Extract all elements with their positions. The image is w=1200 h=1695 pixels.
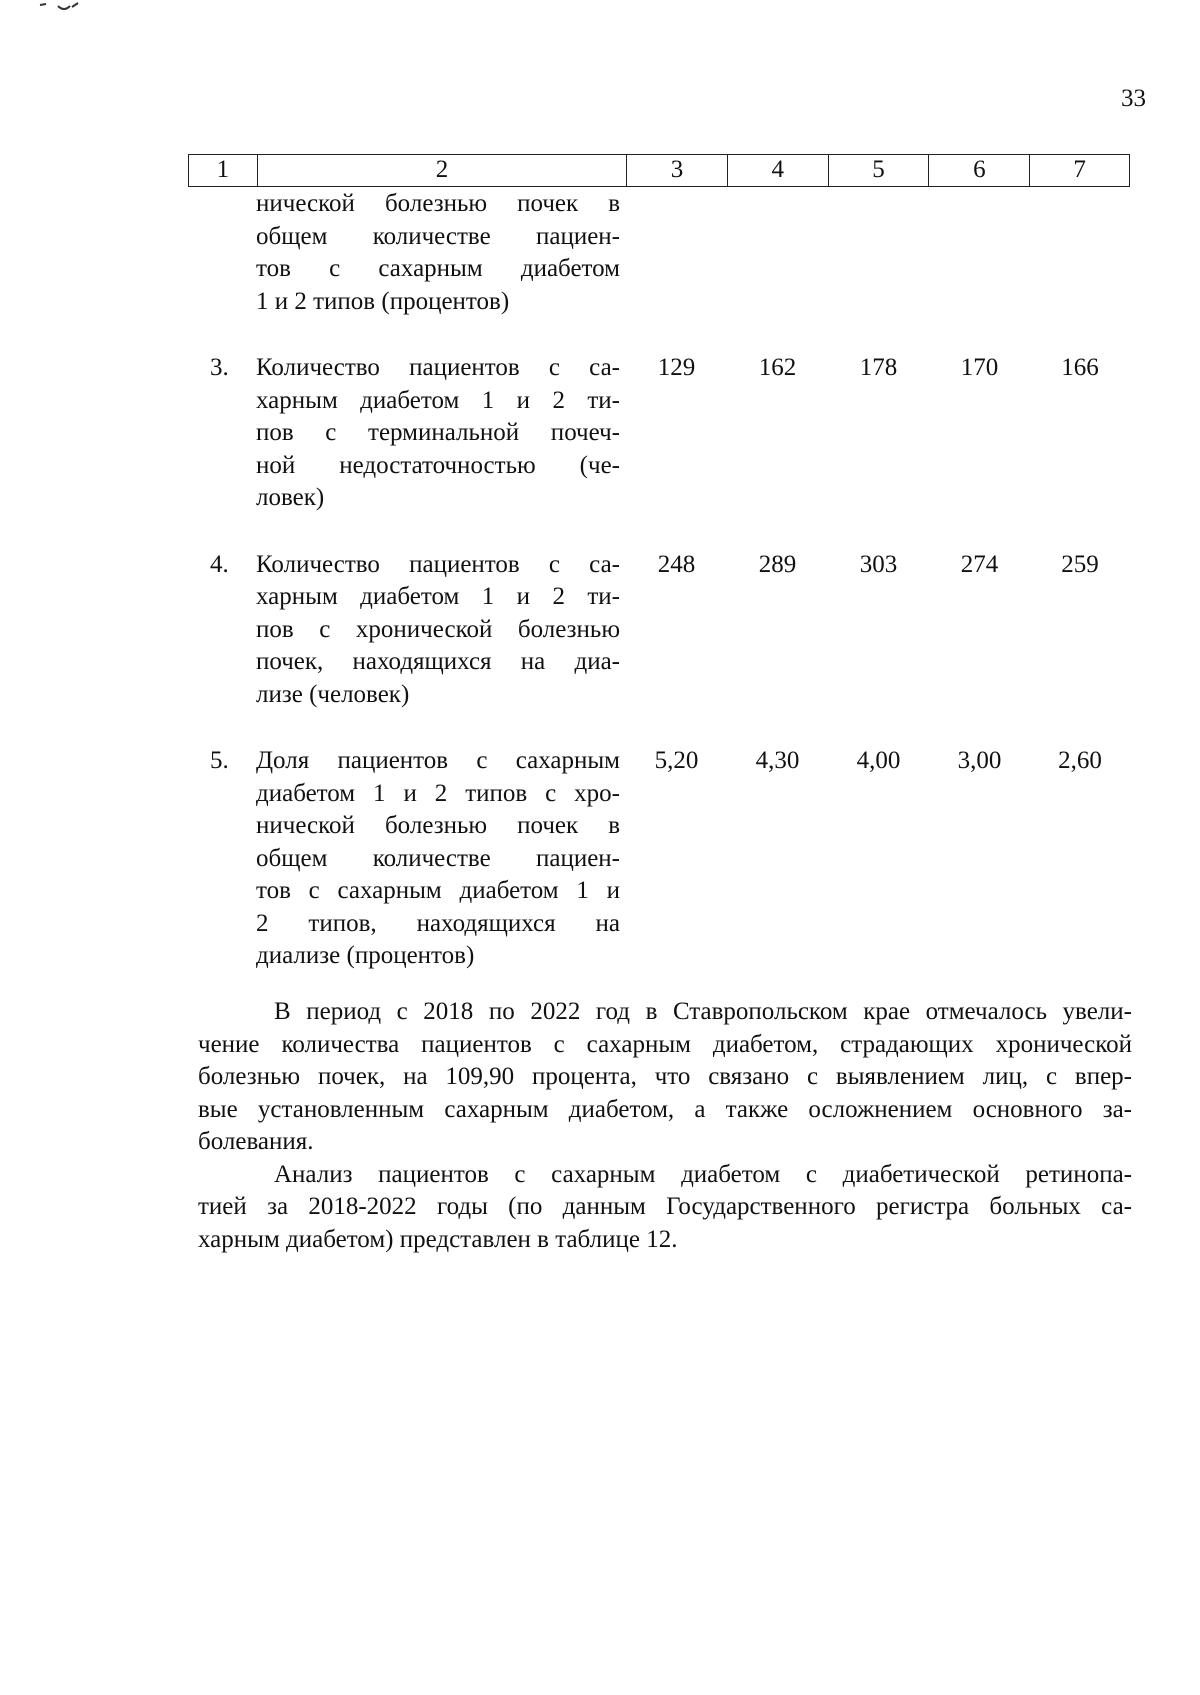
table-header-cell: 5 bbox=[828, 155, 929, 186]
table-row bbox=[188, 745, 1130, 973]
paragraph-line: харным диабетом) представлен в таблице 12. bbox=[198, 1225, 678, 1253]
table-header-row bbox=[188, 154, 1130, 187]
description-line: 2 типов, находящихся на bbox=[256, 909, 620, 937]
table-header-cell: 3 bbox=[626, 155, 727, 186]
cell-value: 2,60 bbox=[1058, 747, 1102, 774]
cell-value: 259 bbox=[1061, 550, 1099, 578]
paragraph-line: чение количества пациентов с сахарным диабетом, страдающих хронической bbox=[198, 1030, 1132, 1058]
description-line: нической болезнью почек в bbox=[256, 190, 620, 217]
description-line: почек, находящихся на диа- bbox=[256, 648, 620, 675]
row-description bbox=[256, 549, 626, 712]
paragraph bbox=[198, 996, 1132, 1159]
cell-value: 303 bbox=[859, 550, 898, 578]
paragraph-line: Анализ пациентов с сахарным диабетом с диабетической ретинопа- bbox=[274, 1160, 1132, 1188]
description-line: Доля пациентов с сахарным bbox=[256, 747, 620, 774]
table-header-cell: 1 bbox=[216, 156, 230, 183]
cell-value: 178 bbox=[859, 354, 898, 381]
description-line: харным диабетом 1 и 2 ти- bbox=[256, 583, 620, 610]
paragraph-line: тией за 2018-2022 годы (по данным Государственного регистра больных са- bbox=[198, 1193, 1132, 1220]
description-line: диабетом 1 и 2 типов с хро- bbox=[256, 779, 620, 807]
cell-value: 248 bbox=[657, 550, 696, 578]
table-row-continuation bbox=[188, 188, 1130, 318]
description-line: Количество пациентов с са- bbox=[256, 354, 620, 381]
cell-value: 166 bbox=[1061, 354, 1099, 381]
scan-artifact-mark bbox=[38, 0, 88, 12]
table-header-cell: 7 bbox=[1029, 155, 1129, 186]
description-line: общем количестве пациен- bbox=[256, 844, 620, 872]
table-header-cell: 2 bbox=[257, 155, 626, 186]
paragraph-line: болевания. bbox=[198, 1128, 314, 1155]
description-line: тов с сахарным диабетом bbox=[256, 255, 620, 282]
cell-value: 4,30 bbox=[755, 747, 800, 774]
paragraph bbox=[198, 1159, 1132, 1257]
table-body bbox=[188, 188, 1130, 973]
table-row bbox=[188, 352, 1130, 515]
description-line: ной недостаточностью (че- bbox=[256, 451, 620, 479]
description-line: диализе (процентов) bbox=[256, 942, 475, 969]
cell-value: 162 bbox=[758, 354, 797, 381]
body-text bbox=[198, 996, 1132, 1256]
cell-value: 289 bbox=[758, 550, 797, 578]
cell-value: 3,00 bbox=[957, 747, 1002, 774]
row-description bbox=[256, 745, 626, 973]
description-line: пов с хронической болезнью bbox=[256, 615, 620, 643]
row-description bbox=[256, 188, 626, 318]
page-number: 33 bbox=[1121, 85, 1146, 112]
paragraph-line: вые установленным сахарным диабетом, а также осложнением основного за- bbox=[198, 1095, 1132, 1123]
cell-value: 274 bbox=[960, 550, 999, 578]
row-number: 4. bbox=[210, 550, 229, 578]
row-description bbox=[256, 352, 626, 515]
description-line: харным диабетом 1 и 2 ти- bbox=[256, 386, 620, 414]
paragraph-line: болезнью почек, на 109,90 процента, что связано с выявлением лиц, с впер- bbox=[198, 1063, 1132, 1090]
cell-value: 5,20 bbox=[654, 747, 699, 774]
cell-value: 4,00 bbox=[856, 747, 901, 774]
table-header-cell: 4 bbox=[727, 155, 828, 186]
table-row bbox=[188, 549, 1130, 712]
row-number: 5. bbox=[210, 747, 229, 774]
cell-value: 129 bbox=[657, 354, 696, 381]
cell-value: 170 bbox=[960, 354, 999, 381]
table-header-cell: 6 bbox=[928, 155, 1029, 186]
description-line: 1 и 2 типов (процентов) bbox=[256, 287, 510, 315]
paragraph-line: В период с 2018 по 2022 год в Ставропольском крае отмечалось увели- bbox=[274, 998, 1132, 1025]
description-line: общем количестве пациен- bbox=[256, 222, 620, 250]
description-line: Количество пациентов с са- bbox=[256, 550, 620, 578]
description-line: тов с сахарным диабетом 1 и bbox=[256, 877, 620, 904]
row-number: 3. bbox=[210, 354, 229, 381]
description-line: ловек) bbox=[256, 484, 325, 511]
description-line: лизе (человек) bbox=[256, 680, 410, 708]
row-number bbox=[188, 188, 256, 318]
description-line: нической болезнью почек в bbox=[256, 812, 620, 839]
description-line: пов с терминальной почеч- bbox=[256, 419, 620, 446]
